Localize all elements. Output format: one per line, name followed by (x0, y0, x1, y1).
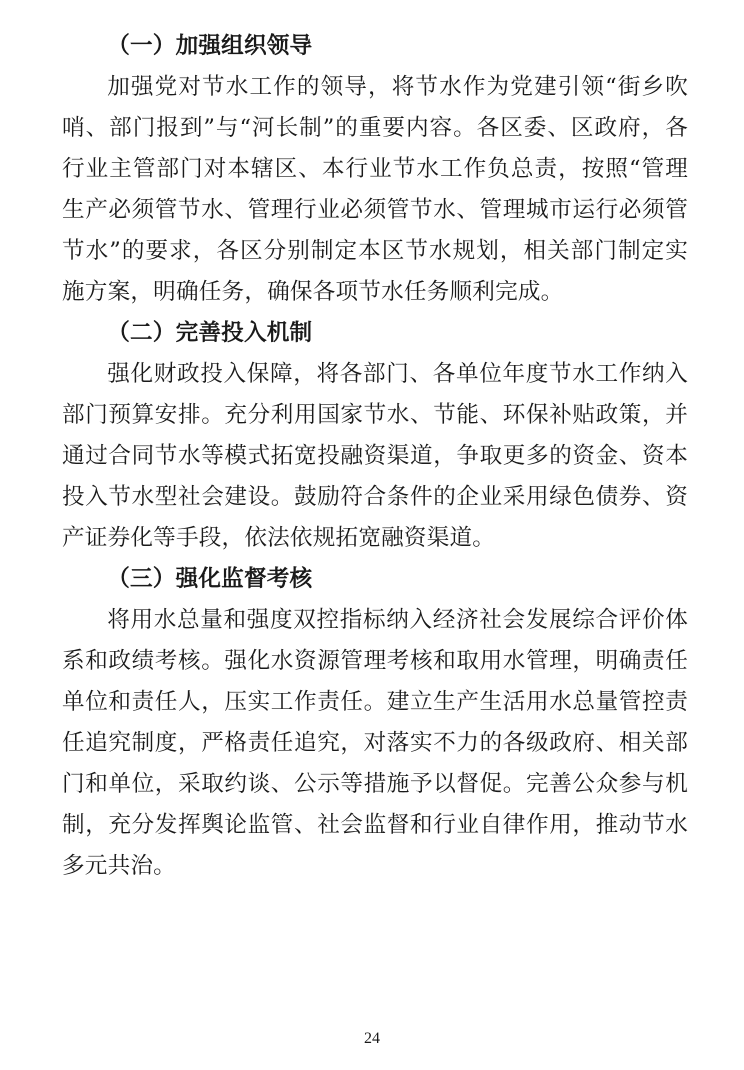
section-heading-3: （三）强化监督考核 (107, 566, 313, 592)
document-body (62, 26, 688, 887)
page-number: 24 (364, 1030, 380, 1047)
section-paragraph-3: 将用水总量和强度双控指标纳入经济社会发展综合评价体系和政绩考核。强化水资源管理考核和取用水管理，明确责任单位和责任人，压实工作责任。建立生产生活用水总量管控责任追究制度，严格责任追究，对落实不力的各级政府、相关部门和单位，采取约谈、公示等措施予以督促。完善公众参与机制，充分发挥舆论监管、社会监督和行业自律作用，推动节水多元共治。 (62, 607, 688, 879)
section-paragraph-1: 加强党对节水工作的领导，将节水作为党建引领“街乡吹哨、部门报到”与“河长制”的重要内容。各区委、区政府，各行业主管部门对本辖区、本行业节水工作负总责，按照“管理生产必须管节水、管理行业必须管节水、管理城市运行必须管节水”的要求，各区分别制定本区节水规划，相关部门制定实施方案，明确任务，确保各项节水任务顺利完成。 (62, 74, 688, 305)
section-heading-2: （二）完善投入机制 (107, 320, 313, 346)
section-paragraph-2: 强化财政投入保障，将各部门、各单位年度节水工作纳入部门预算安排。充分利用国家节水、节能、环保补贴政策，并通过合同节水等模式拓宽投融资渠道，争取更多的资金、资本投入节水型社会建设。鼓励符合条件的企业采用绿色债券、资产证券化等手段，依法依规拓宽融资渠道。 (62, 361, 688, 551)
section-heading-1: （一）加强组织领导 (107, 33, 313, 59)
